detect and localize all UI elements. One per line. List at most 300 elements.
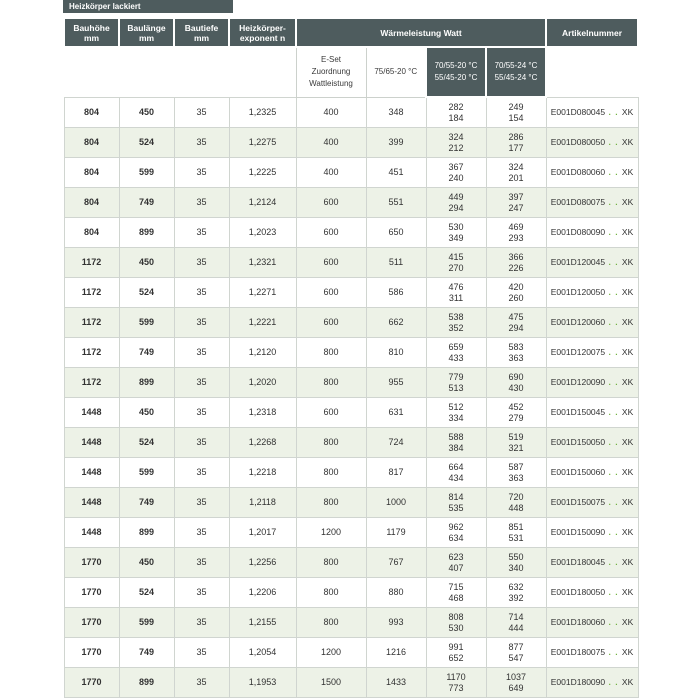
- artikel-code: E001D180060: [550, 617, 606, 628]
- watt-value-line: 260: [508, 292, 524, 303]
- cell-eset-wattleistung: 600: [296, 398, 366, 428]
- cell-baulaenge: 599: [119, 608, 174, 638]
- cell-bauhoehe: 1448: [64, 398, 119, 428]
- cell-artikelnummer: [546, 608, 638, 638]
- header-bautiefe: [174, 18, 229, 47]
- artikel-suffix: XK: [621, 647, 634, 658]
- cell-watt-70-55-20: [426, 128, 486, 158]
- watt-value-line: 433: [448, 352, 464, 363]
- table-row: [64, 668, 638, 698]
- cell-bautiefe: 35: [174, 97, 229, 128]
- artikel-code: E001D080060: [550, 167, 606, 178]
- artikel-dots: . .: [605, 347, 622, 358]
- cell-eset-wattleistung: 800: [296, 458, 366, 488]
- watt-value-line: 324: [448, 132, 464, 142]
- watt-value-line: 623: [448, 552, 464, 562]
- cell-bauhoehe: 804: [64, 97, 119, 128]
- cell-watt-70-55-24: [486, 338, 546, 368]
- watt-value-line: 294: [508, 322, 524, 333]
- cell-bautiefe: 35: [174, 668, 229, 698]
- cell-artikelnummer: [546, 158, 638, 188]
- artikel-suffix: XK: [621, 587, 634, 598]
- cell-bautiefe: 35: [174, 518, 229, 548]
- cell-watt-70-55-24: [486, 308, 546, 338]
- artikel-suffix: XK: [621, 527, 634, 538]
- watt-value-line: 962: [448, 522, 464, 532]
- cell-bautiefe: 35: [174, 188, 229, 218]
- watt-value-line: 587: [508, 462, 524, 472]
- table-row: [64, 278, 638, 308]
- header-line: mm: [193, 32, 210, 43]
- cell-watt-70-55-20: [426, 518, 486, 548]
- watt-value-line: 363: [508, 472, 524, 483]
- cell-bautiefe: 35: [174, 608, 229, 638]
- artikel-suffix: XK: [621, 347, 634, 358]
- cell-watt-70-55-20: [426, 458, 486, 488]
- table-title: Heizkörper lackiert: [63, 0, 233, 13]
- watt-value-line: 814: [448, 492, 464, 502]
- cell-eset-wattleistung: 600: [296, 308, 366, 338]
- watt-value-line: 249: [508, 102, 524, 112]
- cell-watt-70-55-24: [486, 278, 546, 308]
- cell-eset-wattleistung: 400: [296, 97, 366, 128]
- cell-exponent: 1,2218: [229, 458, 296, 488]
- cell-watt-75-65: 650: [366, 218, 426, 248]
- cell-watt-70-55-24: [486, 668, 546, 698]
- cell-baulaenge: 899: [119, 668, 174, 698]
- watt-value-line: 282: [448, 102, 464, 112]
- table-row: [64, 548, 638, 578]
- cell-watt-70-55-20: [426, 278, 486, 308]
- cell-bautiefe: 35: [174, 218, 229, 248]
- artikel-code: E001D180090: [550, 677, 606, 688]
- header-line: Heizkörper-: [239, 22, 286, 33]
- artikel-code: E001D080045: [550, 107, 606, 117]
- cell-bauhoehe: 1770: [64, 638, 119, 668]
- cell-baulaenge: 450: [119, 548, 174, 578]
- watt-value-line: 659: [448, 342, 464, 352]
- cell-watt-70-55-20: [426, 158, 486, 188]
- table-body: [64, 97, 638, 698]
- table-row: [64, 608, 638, 638]
- artikel-dots: . .: [605, 587, 622, 598]
- cell-watt-70-55-20: [426, 398, 486, 428]
- cell-exponent: 1,2017: [229, 518, 296, 548]
- watt-value-line: 212: [448, 142, 464, 153]
- cell-eset-wattleistung: 400: [296, 158, 366, 188]
- cell-artikelnummer: [546, 338, 638, 368]
- watt-value-line: 349: [448, 232, 464, 243]
- cell-baulaenge: 599: [119, 308, 174, 338]
- artikel-dots: . .: [605, 257, 622, 268]
- watt-value-line: 397: [508, 192, 524, 202]
- page: [63, 0, 637, 698]
- header-bauhoehe: [64, 18, 119, 47]
- artikel-dots: . .: [605, 227, 622, 238]
- cell-bauhoehe: 804: [64, 218, 119, 248]
- artikel-dots: . .: [605, 107, 622, 117]
- watt-value-line: 1170: [446, 672, 466, 682]
- cell-watt-75-65: 993: [366, 608, 426, 638]
- cell-watt-70-55-20: [426, 218, 486, 248]
- cell-bautiefe: 35: [174, 158, 229, 188]
- header-70-55-20: [426, 47, 486, 97]
- cell-watt-75-65: 348: [366, 97, 426, 128]
- cell-exponent: 1,2124: [229, 188, 296, 218]
- cell-artikelnummer: [546, 188, 638, 218]
- header-line: mm: [83, 32, 100, 43]
- watt-value-line: 247: [508, 202, 524, 213]
- watt-value-line: 366: [508, 252, 524, 262]
- header-70-55-24: [486, 47, 546, 97]
- watt-value-line: 452: [508, 402, 524, 412]
- cell-watt-70-55-24: [486, 128, 546, 158]
- cell-bautiefe: 35: [174, 308, 229, 338]
- table-row: [64, 97, 638, 128]
- artikel-dots: . .: [605, 287, 622, 298]
- cell-watt-70-55-24: [486, 398, 546, 428]
- artikel-suffix: XK: [621, 467, 634, 478]
- cell-bauhoehe: 804: [64, 128, 119, 158]
- artikel-dots: . .: [605, 167, 622, 178]
- watt-value-line: 363: [508, 352, 524, 363]
- watt-value-line: 877: [508, 642, 524, 652]
- watt-value-line: 311: [448, 292, 464, 303]
- cell-baulaenge: 599: [119, 458, 174, 488]
- cell-bauhoehe: 1448: [64, 518, 119, 548]
- cell-artikelnummer: [546, 548, 638, 578]
- header-line: 70/55-24 °C: [494, 61, 538, 70]
- watt-value-line: 538: [448, 312, 464, 322]
- cell-artikelnummer: [546, 278, 638, 308]
- header-75-65-20: 75/65-20 °C: [366, 47, 426, 97]
- watt-value-line: 294: [448, 202, 464, 213]
- artikel-dots: . .: [605, 617, 622, 628]
- watt-value-line: 851: [508, 522, 524, 532]
- cell-bauhoehe: 1770: [64, 608, 119, 638]
- artikel-suffix: XK: [621, 287, 634, 298]
- watt-value-line: 519: [508, 432, 524, 442]
- cell-artikelnummer: [546, 97, 638, 128]
- cell-watt-75-65: 631: [366, 398, 426, 428]
- cell-exponent: 1,2020: [229, 368, 296, 398]
- watt-value-line: 535: [448, 502, 464, 513]
- cell-baulaenge: 899: [119, 218, 174, 248]
- cell-eset-wattleistung: 800: [296, 488, 366, 518]
- table-row: [64, 368, 638, 398]
- cell-eset-wattleistung: 800: [296, 338, 366, 368]
- cell-bauhoehe: 1770: [64, 548, 119, 578]
- watt-value-line: 779: [448, 372, 464, 382]
- cell-watt-70-55-20: [426, 338, 486, 368]
- watt-value-line: 270: [448, 262, 464, 273]
- watt-value-line: 634: [448, 532, 464, 543]
- cell-watt-70-55-24: [486, 428, 546, 458]
- cell-exponent: 1,2155: [229, 608, 296, 638]
- watt-value-line: 530: [448, 622, 464, 633]
- artikel-dots: . .: [605, 377, 622, 388]
- cell-baulaenge: 524: [119, 128, 174, 158]
- watt-value-line: 468: [448, 592, 464, 603]
- cell-bauhoehe: 1172: [64, 308, 119, 338]
- table-row: [64, 458, 638, 488]
- cell-baulaenge: 524: [119, 278, 174, 308]
- artikel-code: E001D120060: [550, 317, 606, 328]
- cell-bautiefe: 35: [174, 638, 229, 668]
- cell-bauhoehe: 1172: [64, 338, 119, 368]
- cell-watt-75-65: 1000: [366, 488, 426, 518]
- watt-value-line: 531: [508, 532, 524, 543]
- header-baulaenge: [119, 18, 174, 47]
- header-line: Wattleistung: [309, 79, 353, 89]
- artikel-code: E001D150075: [550, 497, 606, 508]
- watt-value-line: 286: [508, 132, 524, 142]
- cell-bautiefe: 35: [174, 248, 229, 278]
- cell-bautiefe: 35: [174, 578, 229, 608]
- artikel-dots: . .: [605, 197, 622, 208]
- cell-bauhoehe: 1770: [64, 668, 119, 698]
- cell-watt-70-55-20: [426, 668, 486, 698]
- cell-watt-70-55-20: [426, 308, 486, 338]
- cell-bauhoehe: 1448: [64, 428, 119, 458]
- cell-artikelnummer: [546, 518, 638, 548]
- watt-value-line: 664: [448, 462, 464, 472]
- table-header: [64, 18, 638, 97]
- table-row: [64, 428, 638, 458]
- cell-watt-75-65: 451: [366, 158, 426, 188]
- cell-artikelnummer: [546, 128, 638, 158]
- cell-bauhoehe: 1172: [64, 368, 119, 398]
- cell-watt-75-65: 551: [366, 188, 426, 218]
- watt-value-line: 407: [448, 562, 464, 573]
- artikel-code: E001D180045: [550, 557, 606, 568]
- cell-exponent: 1,2118: [229, 488, 296, 518]
- cell-exponent: 1,2256: [229, 548, 296, 578]
- cell-bautiefe: 35: [174, 278, 229, 308]
- cell-artikelnummer: [546, 368, 638, 398]
- cell-eset-wattleistung: 600: [296, 278, 366, 308]
- watt-value-line: 690: [508, 372, 524, 382]
- artikel-suffix: XK: [621, 227, 634, 238]
- cell-eset-wattleistung: 800: [296, 428, 366, 458]
- cell-bautiefe: 35: [174, 338, 229, 368]
- cell-watt-75-65: 586: [366, 278, 426, 308]
- watt-value-line: 475: [508, 312, 524, 322]
- watt-value-line: 415: [448, 252, 464, 262]
- cell-eset-wattleistung: 1200: [296, 638, 366, 668]
- table-row: [64, 578, 638, 608]
- cell-bautiefe: 35: [174, 428, 229, 458]
- table-row: [64, 158, 638, 188]
- cell-bauhoehe: 1448: [64, 458, 119, 488]
- cell-watt-70-55-24: [486, 608, 546, 638]
- watt-value-line: 279: [508, 412, 524, 423]
- table-row: [64, 398, 638, 428]
- watt-value-line: 588: [448, 432, 464, 442]
- watt-value-line: 512: [448, 402, 464, 412]
- cell-watt-70-55-20: [426, 638, 486, 668]
- header-spacer: [546, 47, 638, 97]
- watt-value-line: 632: [508, 582, 524, 592]
- artikel-code: E001D150045: [550, 407, 606, 418]
- cell-eset-wattleistung: 800: [296, 368, 366, 398]
- cell-exponent: 1,2221: [229, 308, 296, 338]
- watt-value-line: 469: [508, 222, 524, 232]
- cell-eset-wattleistung: 1200: [296, 518, 366, 548]
- header-spacer: [229, 47, 296, 97]
- header-line: 70/55-20 °C: [434, 61, 478, 70]
- artikel-suffix: XK: [621, 257, 634, 268]
- cell-eset-wattleistung: 600: [296, 218, 366, 248]
- artikel-code: E001D150090: [550, 527, 606, 538]
- cell-watt-70-55-24: [486, 188, 546, 218]
- watt-value-line: 808: [448, 612, 464, 622]
- watt-value-line: 649: [508, 682, 524, 693]
- watt-value-line: 324: [508, 162, 524, 172]
- cell-exponent: 1,2023: [229, 218, 296, 248]
- cell-watt-70-55-24: [486, 488, 546, 518]
- cell-eset-wattleistung: 1500: [296, 668, 366, 698]
- cell-baulaenge: 749: [119, 188, 174, 218]
- cell-exponent: 1,2321: [229, 248, 296, 278]
- header-row-sub: [64, 47, 638, 97]
- watt-value-line: 352: [448, 322, 464, 333]
- table-row: [64, 218, 638, 248]
- artikel-code: E001D080050: [550, 137, 606, 148]
- cell-bautiefe: 35: [174, 548, 229, 578]
- cell-watt-75-65: 1433: [366, 668, 426, 698]
- cell-baulaenge: 749: [119, 338, 174, 368]
- cell-bauhoehe: 1172: [64, 278, 119, 308]
- watt-value-line: 226: [508, 262, 524, 273]
- artikel-suffix: XK: [621, 497, 634, 508]
- artikel-code: E001D120045: [550, 257, 606, 268]
- cell-baulaenge: 524: [119, 428, 174, 458]
- artikel-code: E001D150060: [550, 467, 606, 478]
- cell-artikelnummer: [546, 308, 638, 338]
- cell-watt-70-55-24: [486, 458, 546, 488]
- watt-value-line: 476: [448, 282, 464, 292]
- watt-value-line: 420: [508, 282, 524, 292]
- header-row-main: [64, 18, 638, 47]
- cell-watt-70-55-20: [426, 608, 486, 638]
- artikel-code: E001D180075: [550, 647, 606, 658]
- table-row: [64, 128, 638, 158]
- cell-eset-wattleistung: 800: [296, 548, 366, 578]
- cell-watt-70-55-20: [426, 188, 486, 218]
- cell-watt-75-65: 955: [366, 368, 426, 398]
- cell-watt-70-55-24: [486, 638, 546, 668]
- table-row: [64, 338, 638, 368]
- watt-value-line: 384: [448, 442, 464, 453]
- cell-baulaenge: 749: [119, 488, 174, 518]
- header-line: 55/45-20 °C: [434, 73, 478, 82]
- cell-watt-70-55-24: [486, 218, 546, 248]
- watt-value-line: 513: [448, 382, 464, 393]
- cell-exponent: 1,2225: [229, 158, 296, 188]
- cell-watt-70-55-20: [426, 368, 486, 398]
- watt-value-line: 530: [448, 222, 464, 232]
- watt-value-line: 293: [508, 232, 524, 243]
- artikel-code: E001D120090: [550, 377, 606, 388]
- cell-bautiefe: 35: [174, 368, 229, 398]
- watt-value-line: 550: [508, 552, 524, 562]
- cell-artikelnummer: [546, 488, 638, 518]
- watt-value-line: 991: [448, 642, 464, 652]
- cell-watt-75-65: 810: [366, 338, 426, 368]
- watt-value-line: 715: [448, 582, 464, 592]
- artikel-code: E001D080090: [550, 227, 606, 238]
- artikel-suffix: XK: [621, 137, 634, 148]
- header-waermeleistung-group: Wärmeleistung Watt: [296, 18, 546, 47]
- watt-value-line: 773: [448, 682, 464, 693]
- cell-bauhoehe: 804: [64, 158, 119, 188]
- artikel-code: E001D150050: [550, 437, 606, 448]
- watt-value-line: 430: [508, 382, 524, 393]
- cell-watt-70-55-24: [486, 518, 546, 548]
- artikel-suffix: XK: [621, 377, 634, 388]
- watt-value-line: 652: [448, 652, 464, 663]
- artikel-dots: . .: [605, 317, 622, 328]
- watt-value-line: 720: [508, 492, 524, 502]
- cell-baulaenge: 450: [119, 97, 174, 128]
- artikel-dots: . .: [605, 407, 622, 418]
- cell-watt-75-65: 399: [366, 128, 426, 158]
- watt-value-line: 1037: [505, 672, 527, 682]
- cell-watt-75-65: 724: [366, 428, 426, 458]
- cell-eset-wattleistung: 400: [296, 128, 366, 158]
- watt-value-line: 547: [508, 652, 524, 663]
- header-line: Baulänge: [127, 22, 166, 33]
- watt-value-line: 154: [508, 112, 524, 123]
- watt-value-line: 240: [448, 172, 464, 183]
- watt-value-line: 392: [508, 592, 524, 603]
- cell-exponent: 1,2268: [229, 428, 296, 458]
- watt-value-line: 367: [448, 162, 464, 172]
- watt-value-line: 444: [508, 622, 524, 633]
- cell-bauhoehe: 1172: [64, 248, 119, 278]
- cell-watt-75-65: 817: [366, 458, 426, 488]
- table-row: [64, 488, 638, 518]
- artikel-dots: . .: [605, 137, 622, 148]
- cell-watt-75-65: 1216: [366, 638, 426, 668]
- watt-value-line: 340: [508, 562, 524, 573]
- artikel-suffix: XK: [621, 107, 634, 117]
- cell-watt-70-55-24: [486, 248, 546, 278]
- header-line: exponent n: [239, 32, 286, 43]
- watt-value-line: 184: [448, 112, 464, 123]
- cell-bauhoehe: 1770: [64, 578, 119, 608]
- artikel-code: E001D080075: [550, 197, 606, 208]
- table-row: [64, 518, 638, 548]
- cell-watt-70-55-20: [426, 428, 486, 458]
- cell-bautiefe: 35: [174, 128, 229, 158]
- table-row: [64, 308, 638, 338]
- cell-watt-70-55-24: [486, 548, 546, 578]
- watt-value-line: 583: [508, 342, 524, 352]
- table-row: [64, 188, 638, 218]
- cell-watt-75-65: 767: [366, 548, 426, 578]
- cell-eset-wattleistung: 800: [296, 608, 366, 638]
- cell-bautiefe: 35: [174, 458, 229, 488]
- cell-baulaenge: 524: [119, 578, 174, 608]
- cell-artikelnummer: [546, 668, 638, 698]
- cell-watt-70-55-20: [426, 548, 486, 578]
- header-line: Zuordnung: [311, 67, 351, 77]
- cell-watt-70-55-20: [426, 97, 486, 128]
- cell-exponent: 1,2318: [229, 398, 296, 428]
- cell-artikelnummer: [546, 218, 638, 248]
